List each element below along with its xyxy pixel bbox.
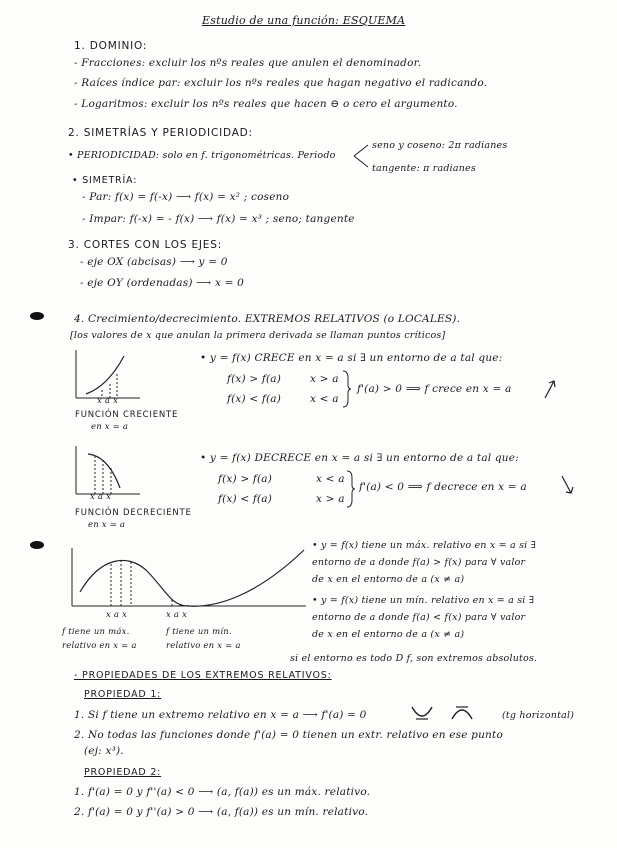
graph-ticks: x a x [106, 610, 128, 620]
min-def: de x en el entorno de a (x ≠ a) [312, 629, 465, 640]
decreasing-cond: x < a [316, 473, 345, 485]
increasing-cond: x < a [310, 393, 339, 405]
s2-branch: tangente: π radianes [372, 163, 476, 174]
increasing-cond: x > a [310, 373, 339, 385]
decreasing-def: • y = f(x) DECRECE en x = a si ∃ un entorno de a tal que: [200, 452, 519, 464]
decreasing-cond: f(x) > f(a) [218, 473, 273, 485]
absolute-extremes-note: si el entorno es todo D f, son extremos absolutos. [290, 653, 538, 664]
property-1-note: (tg horizontal) [502, 710, 575, 721]
s2-line: • PERIODICIDAD: solo en f. trigonométricas. Periodo [68, 150, 336, 161]
s3-line: - eje OY (ordenadas) ⟶ x = 0 [80, 277, 245, 289]
graph-caption: en x = a [91, 422, 129, 432]
graph-caption: f tiene un máx. [62, 627, 130, 637]
increasing-conclusion: f'(a) > 0 ⟹ f crece en x = a [357, 383, 512, 395]
property-1-line: 1. Si f tiene un extremo relativo en x = a ⟶ f'(a) = 0 [74, 709, 367, 721]
down-arrow-icon [560, 474, 576, 496]
s2-line: • SIMETRÍA: [72, 175, 138, 186]
max-def: entorno de a donde f(a) > f(x) para ∀ valor [312, 557, 526, 568]
graph-caption: relativo en x = a [62, 641, 137, 651]
page-title: Estudio de una función: ESQUEMA [202, 14, 406, 27]
increasing-def: • y = f(x) CRECE en x = a si ∃ un entorno de a tal que: [200, 352, 503, 364]
s1-line: - Logaritmos: excluir los nºs reales que hacen ⊖ o cero el argumento. [74, 98, 458, 110]
up-arrow-icon [543, 378, 557, 400]
max-def: • y = f(x) tiene un máx. relativo en x = a si ∃ [312, 540, 536, 551]
graph-ticks: x a x [90, 492, 112, 502]
min-def: • y = f(x) tiene un mín. relativo en x = a si ∃ [312, 595, 535, 606]
property-2-line: 2. f'(a) = 0 y f''(a) > 0 ⟶ (a, f(a)) es un mín. relativo. [74, 806, 369, 818]
s2-branch: seno y coseno: 2π radianes [372, 140, 508, 151]
brace-arrows [352, 141, 372, 171]
decreasing-cond: f(x) < f(a) [218, 493, 273, 505]
graph-caption: en x = a [88, 520, 126, 530]
property-1-line: 2. No todas las funciones donde f'(a) = 0 tienen un extr. relativo en ese punto [74, 729, 503, 741]
properties-heading: - PROPIEDADES DE LOS EXTREMOS RELATIVOS: [74, 670, 332, 681]
graph-caption: FUNCIÓN CRECIENTE [75, 410, 179, 420]
s1-line: - Fracciones: excluir los nºs reales que anulen el denominador. [74, 57, 422, 69]
right-brace [346, 470, 356, 508]
decreasing-conclusion: f'(a) < 0 ⟹ f decrece en x = a [359, 481, 527, 493]
max-min-shapes [408, 703, 478, 723]
section-1-heading: 1. DOMINIO: [74, 40, 148, 52]
s2-line: - Par: f(x) = f(-x) ⟶ f(x) = x² ; coseno [82, 191, 290, 203]
critical-points-note: [los valores de x que anulan la primera derivada se llaman puntos críticos] [70, 330, 446, 341]
min-def: entorno de a donde f(a) < f(x) para ∀ valor [312, 612, 526, 623]
decreasing-cond: x > a [316, 493, 345, 505]
graph-caption: relativo en x = a [166, 641, 241, 651]
s2-line: - Impar: f(-x) = - f(x) ⟶ f(x) = x³ ; seno; tangente [82, 213, 355, 225]
property-2-title: PROPIEDAD 2: [84, 767, 162, 778]
s1-line: - Raíces índice par: excluir los nºs reales que hagan negativo el radicando. [74, 77, 488, 89]
s3-line: - eje OX (abcisas) ⟶ y = 0 [80, 256, 228, 268]
binder-hole [30, 312, 44, 320]
section-3-heading: 3. CORTES CON LOS EJES: [68, 239, 223, 251]
graph-ticks: x a x [97, 396, 119, 406]
max-def: de x en el entorno de a (x ≠ a) [312, 574, 465, 585]
property-1-title: PROPIEDAD 1: [84, 689, 162, 700]
increasing-cond: f(x) < f(a) [227, 393, 282, 405]
graph-caption: FUNCIÓN DECRECIENTE [75, 508, 192, 518]
graph-ticks: x a x [166, 610, 188, 620]
binder-hole [30, 541, 44, 549]
property-1-line: (ej: x³). [84, 745, 124, 757]
graph-caption: f tiene un mín. [166, 627, 232, 637]
section-2-heading: 2. SIMETRÍAS Y PERIODICIDAD: [68, 127, 253, 139]
increasing-cond: f(x) > f(a) [227, 373, 282, 385]
property-2-line: 1. f'(a) = 0 y f''(a) < 0 ⟶ (a, f(a)) es un máx. relativo. [74, 786, 371, 798]
section-4-heading: 4. Crecimiento/decrecimiento. EXTREMOS RELATIVOS (o LOCALES). [74, 313, 461, 325]
right-brace [342, 370, 352, 408]
